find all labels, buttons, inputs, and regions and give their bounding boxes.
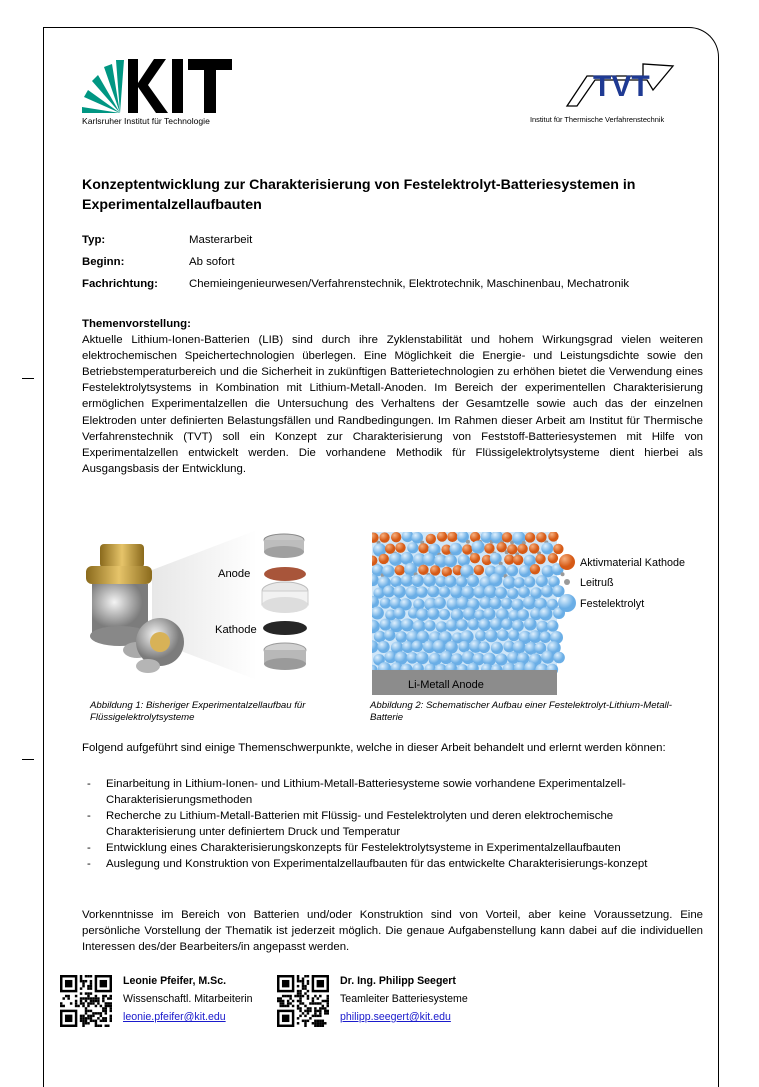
electrolyte-particle bbox=[456, 619, 468, 631]
electrolyte-particle bbox=[434, 597, 446, 609]
contact-name: Dr. Ing. Philipp Seegert bbox=[340, 975, 456, 987]
kit-subtitle: Karlsruher Institut für Technologie bbox=[82, 116, 210, 126]
contact-name: Leonie Pfeifer, M.Sc. bbox=[123, 975, 227, 987]
figure-1-image bbox=[82, 530, 332, 695]
active-material-particle bbox=[535, 554, 545, 564]
electrolyte-particle bbox=[439, 609, 450, 620]
electrolyte-particle bbox=[495, 587, 507, 599]
active-material-particle bbox=[426, 534, 436, 544]
electrolyte-particle bbox=[467, 575, 479, 587]
closing-text: Vorkenntnisse im Bereich von Batterien und/oder Konstruktion sind von Vorteil, aber keine Voraussetzung. Eine persönliche Vorstellung der Thematik ist jederzeit möglich. Die genaue Aufgabenstellung kann dabei auf die individuellen Interessen des/der Bearbeiters/in angepasst werden. bbox=[82, 909, 703, 954]
intro-text: Aktuelle Lithium-Ionen-Batterien (LIB) sind durch ihre Zyklenstabilität und hohem Wirkungsgrad vielen weiteren elektrochemischen Speichertechnologien überlegen. Eine Möglichkeit die Energie- und Leistungsdichte sowie den Betriebstemperaturbereich und die Sicherheit in zukünftigen Batterietechnologien zu erhöhen bietet die Verwendung eines Festelektrolytsystems in Kombination mit Lithium-Metall-Anoden. Im Bereich der experimentellen Charakterisierung ermöglichen Experimentalzellen die Untersuchung des Verhaltens der Gesamtzelle sowie auch das der einzelnen Elektroden unter definierten Belastungsfällen und Randbedingungen. Im Rahmen dieser Arbeit am Institut für Thermische Verfahrenstechnik (TVT) soll ein Konzept zur Charakterisierung von Feststoff-Batteriesystemen mit Hilfe von Experimentalzellen entwickelt werden. Die vorhandene Methodik für Flüssigelektrolytsysteme dient hierbei als Ausgangsbasis der Entwicklung. bbox=[82, 334, 703, 475]
active-material-particle bbox=[474, 565, 484, 575]
electrolyte-particle bbox=[491, 642, 503, 654]
active-material-particle bbox=[395, 542, 405, 552]
electrolyte-particle bbox=[439, 586, 450, 597]
electrolyte-particle bbox=[379, 619, 391, 631]
electrolyte-particle bbox=[523, 596, 536, 609]
legend-active-marker bbox=[559, 554, 575, 570]
margin-mark bbox=[22, 759, 34, 760]
carbon-particle bbox=[466, 540, 470, 544]
electrolyte-particle bbox=[393, 586, 405, 598]
electrolyte-particle bbox=[541, 542, 553, 554]
meta-value: Ab sofort bbox=[189, 256, 235, 268]
electrolyte-particle bbox=[478, 642, 489, 653]
legend-carbon: Leitruß bbox=[580, 577, 614, 589]
electrolyte-particle bbox=[495, 653, 507, 665]
list-item: - Entwicklung eines Charakterisierungskonzepts für Festelektrolytsysteme in Experimentalzellaufbauten bbox=[82, 840, 702, 856]
qr-code-icon bbox=[277, 975, 329, 1027]
electrolyte-particle bbox=[423, 574, 436, 587]
electrolyte-particle bbox=[519, 565, 531, 577]
active-material-particle bbox=[517, 544, 527, 554]
electrolyte-particle bbox=[401, 618, 414, 631]
list-item: - Auslegung und Konstruktion von Experimentalzellaufbauten für das entwickelte Charakterisierungs-konzept bbox=[82, 856, 702, 872]
active-material-particle bbox=[391, 532, 401, 542]
active-material-particle bbox=[548, 553, 558, 563]
intro-section bbox=[82, 316, 703, 477]
electrolyte-particle bbox=[489, 573, 502, 586]
figure-1-caption: Abbildung 1: Bisheriger Experimentalzellaufbau für Flüssigelektrolytsysteme bbox=[90, 700, 306, 723]
electrolyte-particle bbox=[407, 542, 418, 553]
electrolyte-particle bbox=[547, 620, 559, 632]
electrolyte-particle bbox=[374, 631, 386, 643]
label-kathode: Kathode bbox=[215, 624, 257, 636]
active-material-particle bbox=[379, 532, 389, 542]
electrolyte-particle bbox=[553, 652, 564, 663]
active-material-particle bbox=[470, 553, 480, 563]
qr-code-icon bbox=[60, 975, 112, 1027]
electrolyte-particle bbox=[383, 585, 395, 597]
electrolyte-particle bbox=[377, 641, 389, 653]
electrolyte-particle bbox=[471, 540, 484, 553]
electrolyte-particle bbox=[401, 574, 413, 586]
active-material-particle bbox=[418, 543, 428, 553]
electrolyte-particle bbox=[436, 621, 447, 632]
label-anode: Anode bbox=[218, 568, 251, 580]
electrolyte-particle bbox=[507, 588, 518, 599]
electrolyte-particle bbox=[384, 629, 395, 640]
active-material-particle bbox=[513, 555, 523, 565]
electrolyte-particle bbox=[508, 630, 519, 641]
electrolyte-particle bbox=[483, 608, 495, 620]
legend-electrolyte: Festelektrolyt bbox=[580, 598, 645, 610]
contact-role: Teamleiter Batteriesysteme bbox=[340, 993, 468, 1005]
electrolyte-particle bbox=[449, 543, 462, 556]
meta-label: Beginn: bbox=[82, 256, 125, 268]
carbon-particle bbox=[561, 572, 565, 576]
legend-carbon-marker bbox=[564, 579, 570, 585]
contact-email-link[interactable]: leonie.pfeifer@kit.edu bbox=[123, 1011, 226, 1023]
electrolyte-particle bbox=[444, 555, 457, 568]
meta-label: Typ: bbox=[82, 234, 106, 246]
active-material-particle bbox=[504, 554, 514, 564]
electrolyte-particle bbox=[391, 576, 402, 587]
electrolyte-particle bbox=[380, 597, 391, 608]
electrolyte-particle bbox=[541, 651, 554, 664]
page-title: Konzeptentwicklung zur Charakterisierung von Festelektrolyt-Batteriesystemen in Experimentalzellaufbauten bbox=[82, 177, 636, 213]
electrolyte-particle bbox=[539, 631, 551, 643]
active-material-particle bbox=[395, 565, 405, 575]
electrolyte-particle bbox=[427, 585, 439, 597]
legend-active: Aktivmaterial Kathode bbox=[580, 557, 686, 569]
tvt-logo bbox=[565, 50, 675, 112]
figure-2-image bbox=[372, 532, 702, 695]
active-material-particle bbox=[430, 565, 440, 575]
electrolyte-particle bbox=[412, 575, 424, 587]
topics-list bbox=[82, 776, 702, 873]
topics-intro: Folgend aufgeführt sind einige Themenschwerpunkte, welche in dieser Arbeit behandelt und erlernt werden können: bbox=[82, 742, 666, 754]
electrolyte-particle bbox=[501, 598, 513, 610]
meta-value: Masterarbeit bbox=[189, 234, 253, 246]
electrolyte-particle bbox=[489, 597, 501, 609]
electrolyte-particle bbox=[416, 652, 429, 665]
electrolyte-particle bbox=[478, 619, 490, 631]
electrolyte-particle bbox=[395, 631, 407, 643]
figure-2-caption: Abbildung 2: Schematischer Aufbau einer Festelektrolyt-Lithium-Metall-Batterie bbox=[370, 700, 672, 723]
electrolyte-particle bbox=[458, 641, 470, 653]
electrolyte-particle bbox=[440, 651, 453, 664]
electrolyte-particle bbox=[446, 619, 458, 631]
electrolyte-particle bbox=[497, 629, 509, 641]
electrolyte-particle bbox=[468, 619, 480, 631]
tvt-logo-text: TVT bbox=[593, 70, 650, 103]
electrolyte-particle bbox=[389, 552, 402, 565]
electrolyte-particle bbox=[416, 586, 427, 597]
electrolyte-particle bbox=[424, 620, 435, 631]
electrolyte-particle bbox=[394, 608, 406, 620]
electrolyte-particle bbox=[507, 565, 518, 576]
active-material-particle bbox=[379, 554, 389, 564]
active-material-particle bbox=[553, 544, 563, 554]
contact-2 bbox=[340, 972, 468, 1026]
active-material-particle bbox=[447, 532, 457, 542]
electrolyte-particle bbox=[382, 565, 395, 578]
kit-logo-text: KIT bbox=[82, 57, 84, 58]
electrolyte-particle bbox=[427, 608, 439, 620]
legend-electrolyte-marker bbox=[558, 594, 576, 612]
contact-1 bbox=[123, 972, 253, 1026]
electrolyte-particle bbox=[485, 629, 498, 642]
contact-role: Wissenschaftl. Mitarbeiterin bbox=[123, 993, 253, 1005]
electrolyte-particle bbox=[416, 608, 429, 621]
electrolyte-particle bbox=[501, 618, 513, 630]
electrolyte-particle bbox=[490, 618, 503, 631]
margin-mark bbox=[22, 378, 34, 379]
intro-heading: Themenvorstellung: bbox=[82, 318, 191, 330]
electrolyte-particle bbox=[450, 585, 463, 598]
contact-email-link[interactable]: philipp.seegert@kit.edu bbox=[340, 1011, 451, 1023]
electrolyte-particle bbox=[524, 618, 537, 631]
electrolyte-particle bbox=[539, 607, 552, 620]
anode-label: Li-Metall Anode bbox=[408, 679, 484, 691]
list-item: - Einarbeitung in Lithium-Ionen- und Lithium-Metall-Batteriesysteme sowie vorhandene Experimentalzell-Charakterisierungsmethoden bbox=[82, 776, 702, 808]
active-material-particle bbox=[530, 564, 540, 574]
list-item: - Recherche zu Lithium-Metall-Batterien mit Flüssig- und Festelektrolyten und deren elektrochemische Charakterisierung unter definiertem Druck und Temperatur bbox=[82, 808, 702, 840]
electrolyte-particle bbox=[423, 553, 436, 566]
electrolyte-particle bbox=[411, 641, 423, 653]
electrolyte-particle bbox=[463, 607, 476, 620]
active-material-particle bbox=[525, 532, 535, 542]
tvt-subtitle: Institut für Thermische Verfahrenstechnik bbox=[530, 115, 665, 124]
electrolyte-particle bbox=[524, 576, 535, 587]
electrolyte-particle bbox=[541, 585, 553, 597]
meta-value: Chemieingenieurwesen/Verfahrenstechnik, Elektrotechnik, Maschinenbau, Mechatronik bbox=[189, 278, 630, 290]
meta-label: Fachrichtung: bbox=[82, 278, 158, 290]
